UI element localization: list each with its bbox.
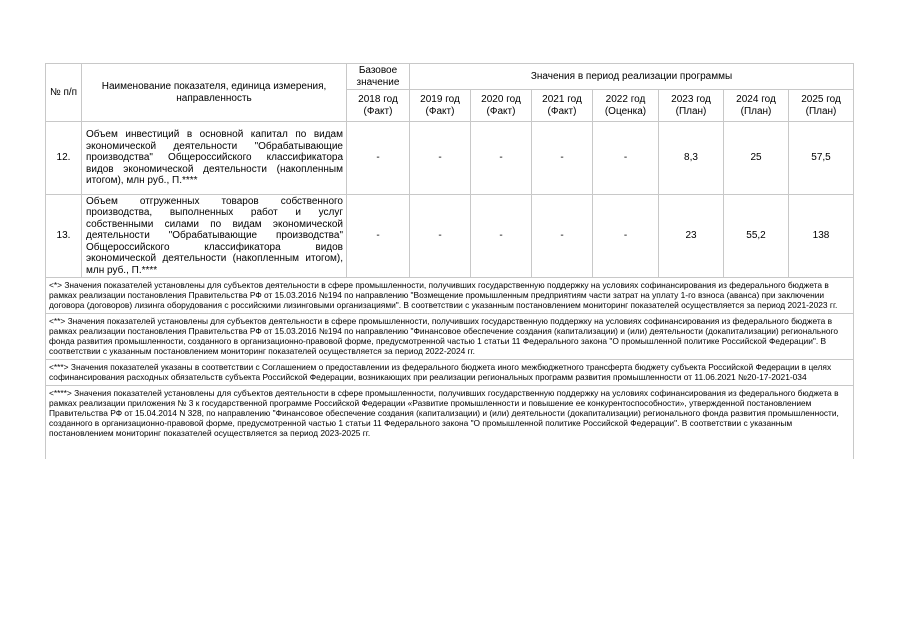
year-kind: (Факт) (363, 105, 393, 117)
year-label: 2018 год (358, 94, 398, 105)
year-kind: (План) (805, 105, 837, 117)
year-kind: (Факт) (425, 105, 455, 117)
footnote-row (46, 386, 854, 460)
value-cell: 8,3 (659, 122, 724, 195)
header-base: Базовое значение (347, 64, 410, 90)
header-year-2025 (789, 90, 854, 122)
year-label: 2023 год (671, 94, 711, 105)
value-cell: - (532, 195, 593, 278)
table-row (46, 122, 854, 195)
header-year-2021 (532, 90, 593, 122)
header-year-2018 (347, 90, 410, 122)
footnote-3: <***> Значения показателей указаны в соответствии с Соглашением о предоставлении из федерального бюджета иного межбюджетного трансферта бюджету субъекта Российской Федерации в целях софинансирования расходных обязательств субъекта Российской Федерации, возникающих при реализации региональных программ развития промышленности от 11.06.2021 №20-17-2021-034 (46, 360, 854, 386)
footnote-1: <*> Значения показателей установлены для субъектов деятельности в сфере промышленности, получивших государственную поддержку на условиях софинансирования из федерального бюджета в рамках реализации постановления Правительства РФ от 15.03.2016 №194 по направлению "Возмещение промышленным предприятиям части затрат на уплату 1-го взноса (аванса) при заключении договора (договоров) лизинга оборудования с российскими лизинговыми организациями". В соответствии с указанным постановлением мониторинг показателей осуществляется за период 2021-2023 гг. (46, 278, 854, 314)
year-label: 2025 год (801, 94, 841, 105)
value-cell: 23 (659, 195, 724, 278)
footnote-4-cell (46, 386, 854, 460)
year-label: 2020 год (481, 94, 521, 105)
value-cell: - (471, 122, 532, 195)
footnote-2: <**> Значения показателей установлены для субъектов деятельности в сфере промышленности, получивших государственную поддержку на условиях софинансирования из федерального бюджета в рамках реализации постановления Правительства РФ от 15.03.2016 №194 по направлению "Финансовое обеспечение создания (капитализации) и (или) деятельности (докапитализации) регионального фонда развития промышленности, созданного в организационно-правовой форме, предусмотренной частью 1 статьи 11 Федерального закона "О промышленной политике Российской Федерации". В соответствии с указанным постановлением мониторинг показателей осуществляется за период 2022-2024 гг. (46, 314, 854, 360)
indicator-name: Объем отгруженных товаров собственного производства, выполненных работ и услуг собственными силами по видам экономической деятельности "Обрабатывающие производства" Общероссийского классификатора видов экономической деятельности (накопленным итогом), млн руб., П.**** (82, 195, 347, 278)
year-kind: (План) (740, 105, 772, 117)
value-cell: - (347, 195, 410, 278)
header-year-2019 (410, 90, 471, 122)
value-cell: 25 (724, 122, 789, 195)
header-name: Наименование показателя, единица измерения, направленность (82, 64, 347, 122)
indicator-name: Объем инвестиций в основной капитал по видам экономической деятельности "Обрабатывающие производства" Общероссийского классификатора видов экономической деятельности (накопленным итогом), млн руб., П.**** (82, 122, 347, 195)
footnote-row (46, 314, 854, 360)
value-cell: - (532, 122, 593, 195)
header-year-2024 (724, 90, 789, 122)
value-cell: 55,2 (724, 195, 789, 278)
header-year-2022 (593, 90, 659, 122)
header-row-1 (46, 64, 854, 90)
row-number: 12. (46, 122, 82, 195)
year-kind: (Факт) (486, 105, 516, 117)
year-kind: (Оценка) (604, 105, 647, 117)
value-cell: 138 (789, 195, 854, 278)
value-cell: - (593, 195, 659, 278)
year-label: 2019 год (420, 94, 460, 105)
header-year-2023 (659, 90, 724, 122)
year-kind: (Факт) (547, 105, 577, 117)
year-label: 2021 год (542, 94, 582, 105)
year-label: 2024 год (736, 94, 776, 105)
row-number: 13. (46, 195, 82, 278)
header-num: № п/п (46, 64, 82, 122)
table-row (46, 195, 854, 278)
value-cell: - (593, 122, 659, 195)
year-kind: (План) (675, 105, 707, 117)
year-label: 2022 год (605, 94, 646, 105)
footnote-row (46, 278, 854, 314)
footnote-row (46, 360, 854, 386)
value-cell: - (410, 195, 471, 278)
header-year-2020 (471, 90, 532, 122)
value-cell: - (347, 122, 410, 195)
footnote-4: <****> Значения показателей установлены для субъектов деятельности в сфере промышленности, получивших государственную поддержку на условиях софинансирования из федерального бюджета в рамках реализации приложения № 3 к государственной программе Российской Федерации «Развитие промышленности и повышение ее конкурентоспособности», утвержденной постановлением Правительства РФ от 15.04.2014 N 328, по направлению "Финансовое обеспечение создания (капитализации) и (или) деятельности (докапитализации) регионального фонда развития промышленности, созданного в организационно-правовой форме, предусмотренной частью 1 статьи 11 Федерального закона "О промышленной политике Российской Федерации". В соответствии с указанным постановлением мониторинг показателей осуществляется за период 2023-2025 гг. (49, 388, 839, 438)
value-cell: - (410, 122, 471, 195)
header-period: Значения в период реализации программы (410, 64, 854, 90)
value-cell: 57,5 (789, 122, 854, 195)
value-cell: - (471, 195, 532, 278)
indicators-table (45, 63, 854, 459)
